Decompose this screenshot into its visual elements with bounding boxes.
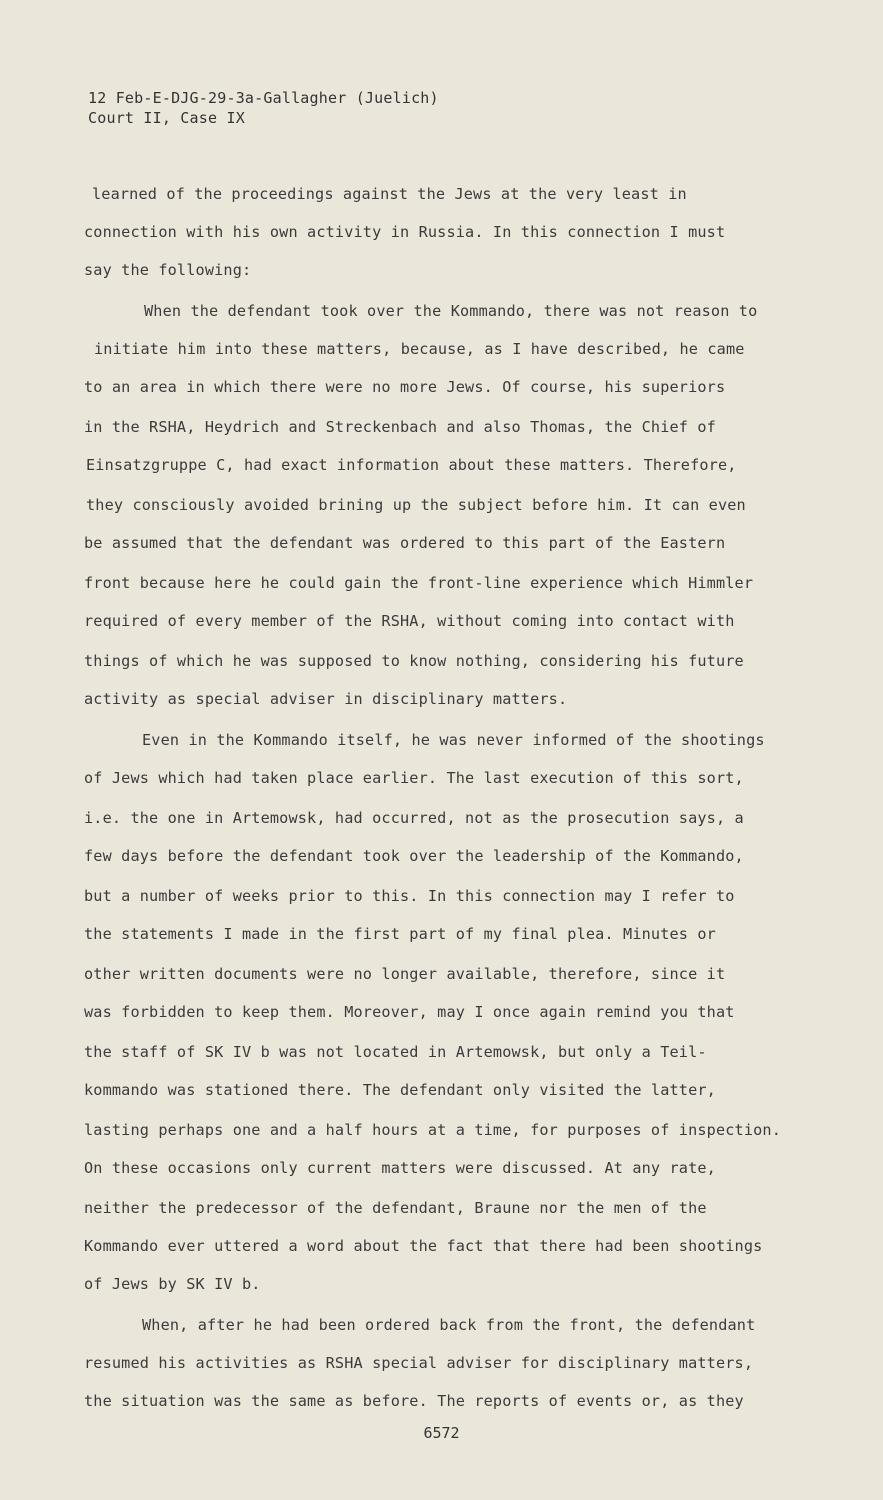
body-line: Even in the Kommando itself, he was never informed of the shootings (142, 731, 765, 749)
body-line: be assumed that the defendant was ordered to this part of the Eastern (84, 534, 726, 552)
header-court-line: Court II, Case IX (88, 109, 245, 127)
body-line: the statements I made in the first part of my final plea. Minutes or (84, 925, 716, 943)
body-line: of Jews by SK IV b. (84, 1275, 261, 1293)
body-line: initiate him into these matters, because, as I have described, he came (94, 340, 745, 358)
document-header (88, 88, 439, 128)
body-line: of Jews which had taken place earlier. The last execution of this sort, (84, 769, 744, 787)
body-line: front because here he could gain the front-line experience which Himmler (84, 574, 754, 592)
body-line: kommando was stationed there. The defendant only visited the latter, (84, 1081, 716, 1099)
body-line: but a number of weeks prior to this. In this connection may I refer to (84, 887, 735, 905)
body-line: few days before the defendant took over the leadership of the Kommando, (84, 847, 744, 865)
body-line: required of every member of the RSHA, without coming into contact with (84, 612, 735, 630)
body-line: activity as special adviser in disciplinary matters. (84, 690, 568, 708)
body-line: Kommando ever uttered a word about the fact that there had been shootings (84, 1237, 763, 1255)
body-line: in the RSHA, Heydrich and Streckenbach and also Thomas, the Chief of (84, 418, 716, 436)
body-line: lasting perhaps one and a half hours at a time, for purposes of inspection. (84, 1121, 782, 1139)
body-line: the staff of SK IV b was not located in Artemowsk, but only a Teil- (84, 1043, 707, 1061)
body-line: resumed his activities as RSHA special adviser for disciplinary matters, (84, 1354, 754, 1372)
body-line: say the following: (84, 261, 252, 279)
body-line: connection with his own activity in Russia. In this connection I must (84, 223, 726, 241)
header-reference-line: 12 Feb-E-DJG-29-3a-Gallagher (Juelich) (88, 89, 439, 107)
body-line: they consciously avoided brining up the subject before him. It can even (86, 496, 746, 514)
body-line: i.e. the one in Artemowsk, had occurred, not as the prosecution says, a (84, 809, 744, 827)
body-line: the situation was the same as before. The reports of events or, as they (84, 1392, 744, 1410)
body-line: other written documents were no longer available, therefore, since it (84, 965, 726, 983)
body-line: Einsatzgruppe C, had exact information about these matters. Therefore, (86, 456, 737, 474)
page-number: 6572 (423, 1424, 460, 1442)
body-line: to an area in which there were no more Jews. Of course, his superiors (84, 378, 726, 396)
body-line: was forbidden to keep them. Moreover, may I once again remind you that (84, 1003, 735, 1021)
body-line: On these occasions only current matters were discussed. At any rate, (84, 1159, 716, 1177)
body-line: neither the predecessor of the defendant, Braune nor the men of the (84, 1199, 707, 1217)
body-line: When, after he had been ordered back from the front, the defendant (142, 1316, 756, 1334)
body-line: things of which he was supposed to know nothing, considering his future (84, 652, 744, 670)
body-line: When the defendant took over the Kommando, there was not reason to (144, 302, 758, 320)
body-line: learned of the proceedings against the Jews at the very least in (92, 185, 687, 203)
